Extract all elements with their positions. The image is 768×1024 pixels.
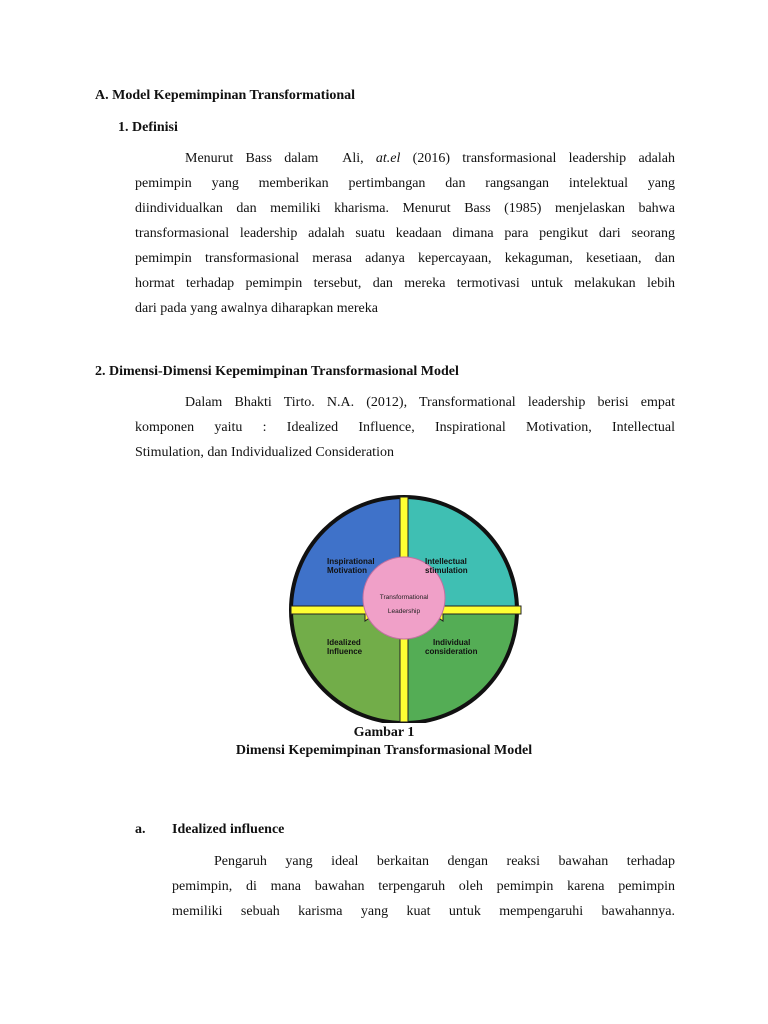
definisi-heading: 1. Definisi [118, 120, 178, 135]
label-motivation: Motivation [327, 566, 367, 575]
definisi-line: hormat terhadap pemimpin tersebut, dan mereka termotivasi untuk melakukan lebih [135, 276, 675, 291]
label-individual: Individual [433, 638, 471, 647]
section-a-heading: A. Model Kepemimpinan Transformational [95, 88, 356, 103]
definisi-line: transformasional leadership adalah suatu keadaan dimana para pengikut dari seorang [135, 226, 675, 241]
definisi-line: pemimpin yang memberikan pertimbangan dan rangsangan intelektual yang [135, 176, 675, 191]
dimensi-line: Stimulation, dan Individualized Consideration [135, 445, 394, 460]
subsection-title: Idealized influence [172, 822, 285, 837]
label-stimulation: stimulation [425, 566, 468, 575]
center-label-line1: Transformational [379, 594, 429, 601]
idealized-paragraph [172, 849, 675, 924]
idealized-line: Pengaruh yang ideal berkaitan dengan reaksi bawahan terhadap [214, 854, 675, 869]
idealized-line: pemimpin, di mana bawahan terpengaruh oleh pemimpin karena pemimpin [172, 879, 675, 894]
figure-caption-title: Dimensi Kepemimpinan Transformasional Model [235, 743, 533, 758]
dimensi-heading: 2. Dimensi-Dimensi Kepemimpinan Transformasional Model [95, 364, 459, 379]
label-inspirational: Inspirational [327, 557, 375, 566]
definisi-paragraph [135, 146, 675, 321]
label-consideration: consideration [425, 647, 478, 656]
label-influence: Influence [327, 647, 363, 656]
label-idealized: Idealized [327, 638, 361, 647]
definisi-line: pemimpin transformasional merasa adanya kepercayaan, kekaguman, kesetiaan, dan [135, 251, 675, 266]
center-label-line2: Leadership [387, 608, 421, 615]
idealized-line: memiliki sebuah karisma yang kuat untuk mempengaruhi bawahannya. [172, 904, 675, 919]
dimensi-paragraph [135, 390, 675, 465]
transformational-leadership-diagram [285, 493, 525, 723]
definisi-line: Menurut Bass dalam Ali, at.el (2016) transformasional leadership adalah [185, 151, 675, 166]
figure-caption-number: Gambar 1 [353, 725, 415, 740]
dimensi-line: Dalam Bhakti Tirto. N.A. (2012), Transformational leadership berisi empat [185, 395, 675, 410]
label-intellectual: Intellectual [425, 557, 467, 566]
subsection-marker: a. [135, 822, 146, 837]
definisi-line: dari pada yang awalnya diharapkan mereka [135, 301, 378, 316]
definisi-line: diindividualkan dan memiliki kharisma. Menurut Bass (1985) menjelaskan bahwa [135, 201, 675, 216]
dimensi-line: komponen yaitu : Idealized Influence, Inspirational Motivation, Intellectual [135, 420, 675, 435]
